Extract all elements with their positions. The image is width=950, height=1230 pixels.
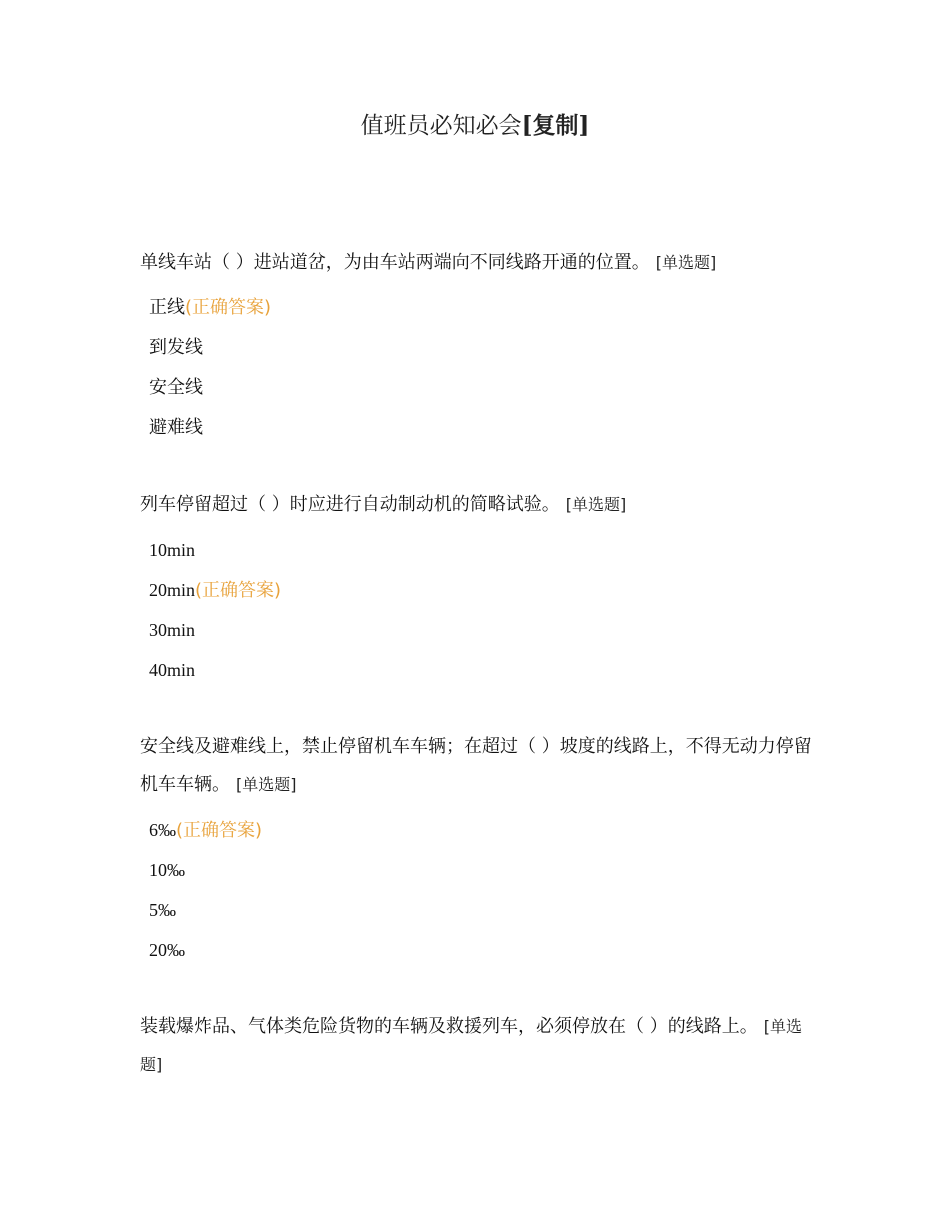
document-title: [0, 110, 950, 142]
question-3: [140, 728, 820, 970]
option-item: [149, 810, 820, 850]
option-label: 20‰: [149, 940, 185, 960]
option-label: 到发线: [149, 337, 203, 358]
question-stem: 列车停留超过（ ）时应进行自动制动机的简略试验。: [140, 494, 560, 515]
option-item: [149, 610, 820, 650]
option-label: 正线: [149, 297, 185, 318]
document-title-suffix: [复制]: [521, 112, 590, 139]
option-item: [149, 570, 820, 610]
question-text: [140, 728, 820, 804]
option-item: [149, 930, 820, 970]
option-label: 10min: [149, 540, 196, 560]
option-label: 避难线: [149, 417, 203, 438]
option-label: 6‰: [149, 820, 176, 840]
option-list: [149, 288, 820, 448]
option-item: [149, 408, 820, 448]
question-type: [单选题]: [565, 495, 627, 514]
option-list: [149, 530, 820, 690]
question-2: [140, 486, 820, 690]
option-label: 5‰: [149, 900, 176, 920]
question-text: [140, 486, 820, 524]
option-label: 40min: [149, 660, 196, 680]
correct-answer-tag: (正确答案): [195, 580, 282, 601]
option-item: [149, 288, 820, 328]
correct-answer-tag: (正确答案): [176, 820, 263, 841]
option-item: [149, 850, 820, 890]
option-label: 30min: [149, 620, 196, 640]
question-text: [140, 244, 820, 282]
option-label: 10‰: [149, 860, 185, 880]
question-type: [单选题]: [140, 1017, 802, 1074]
question-type: [单选题]: [655, 253, 717, 272]
question-type: [单选题]: [236, 775, 297, 794]
option-item: [149, 650, 820, 690]
question-stem: 装载爆炸品、气体类危险货物的车辆及救援列车，必须停放在（ ）的线路上。: [140, 1016, 758, 1037]
correct-answer-tag: (正确答案): [185, 297, 272, 318]
option-item: [149, 530, 820, 570]
question-text: [140, 1008, 820, 1084]
option-item: [149, 890, 820, 930]
document-title-main: 值班员必知必会: [360, 113, 522, 139]
option-item: [149, 368, 820, 408]
question-stem: 单线车站（ ）进站道岔，为由车站两端向不同线路开通的位置。: [140, 252, 650, 273]
question-stem: 安全线及避难线上，禁止停留机车车辆；在超过（ ）坡度的线路上，不得无动力停留机车车辆。: [140, 736, 812, 795]
option-label: 安全线: [149, 377, 203, 398]
option-label: 20min: [149, 580, 196, 600]
option-list: [149, 810, 820, 970]
question-4: [140, 1008, 820, 1084]
question-1: [140, 244, 820, 448]
option-item: [149, 328, 820, 368]
